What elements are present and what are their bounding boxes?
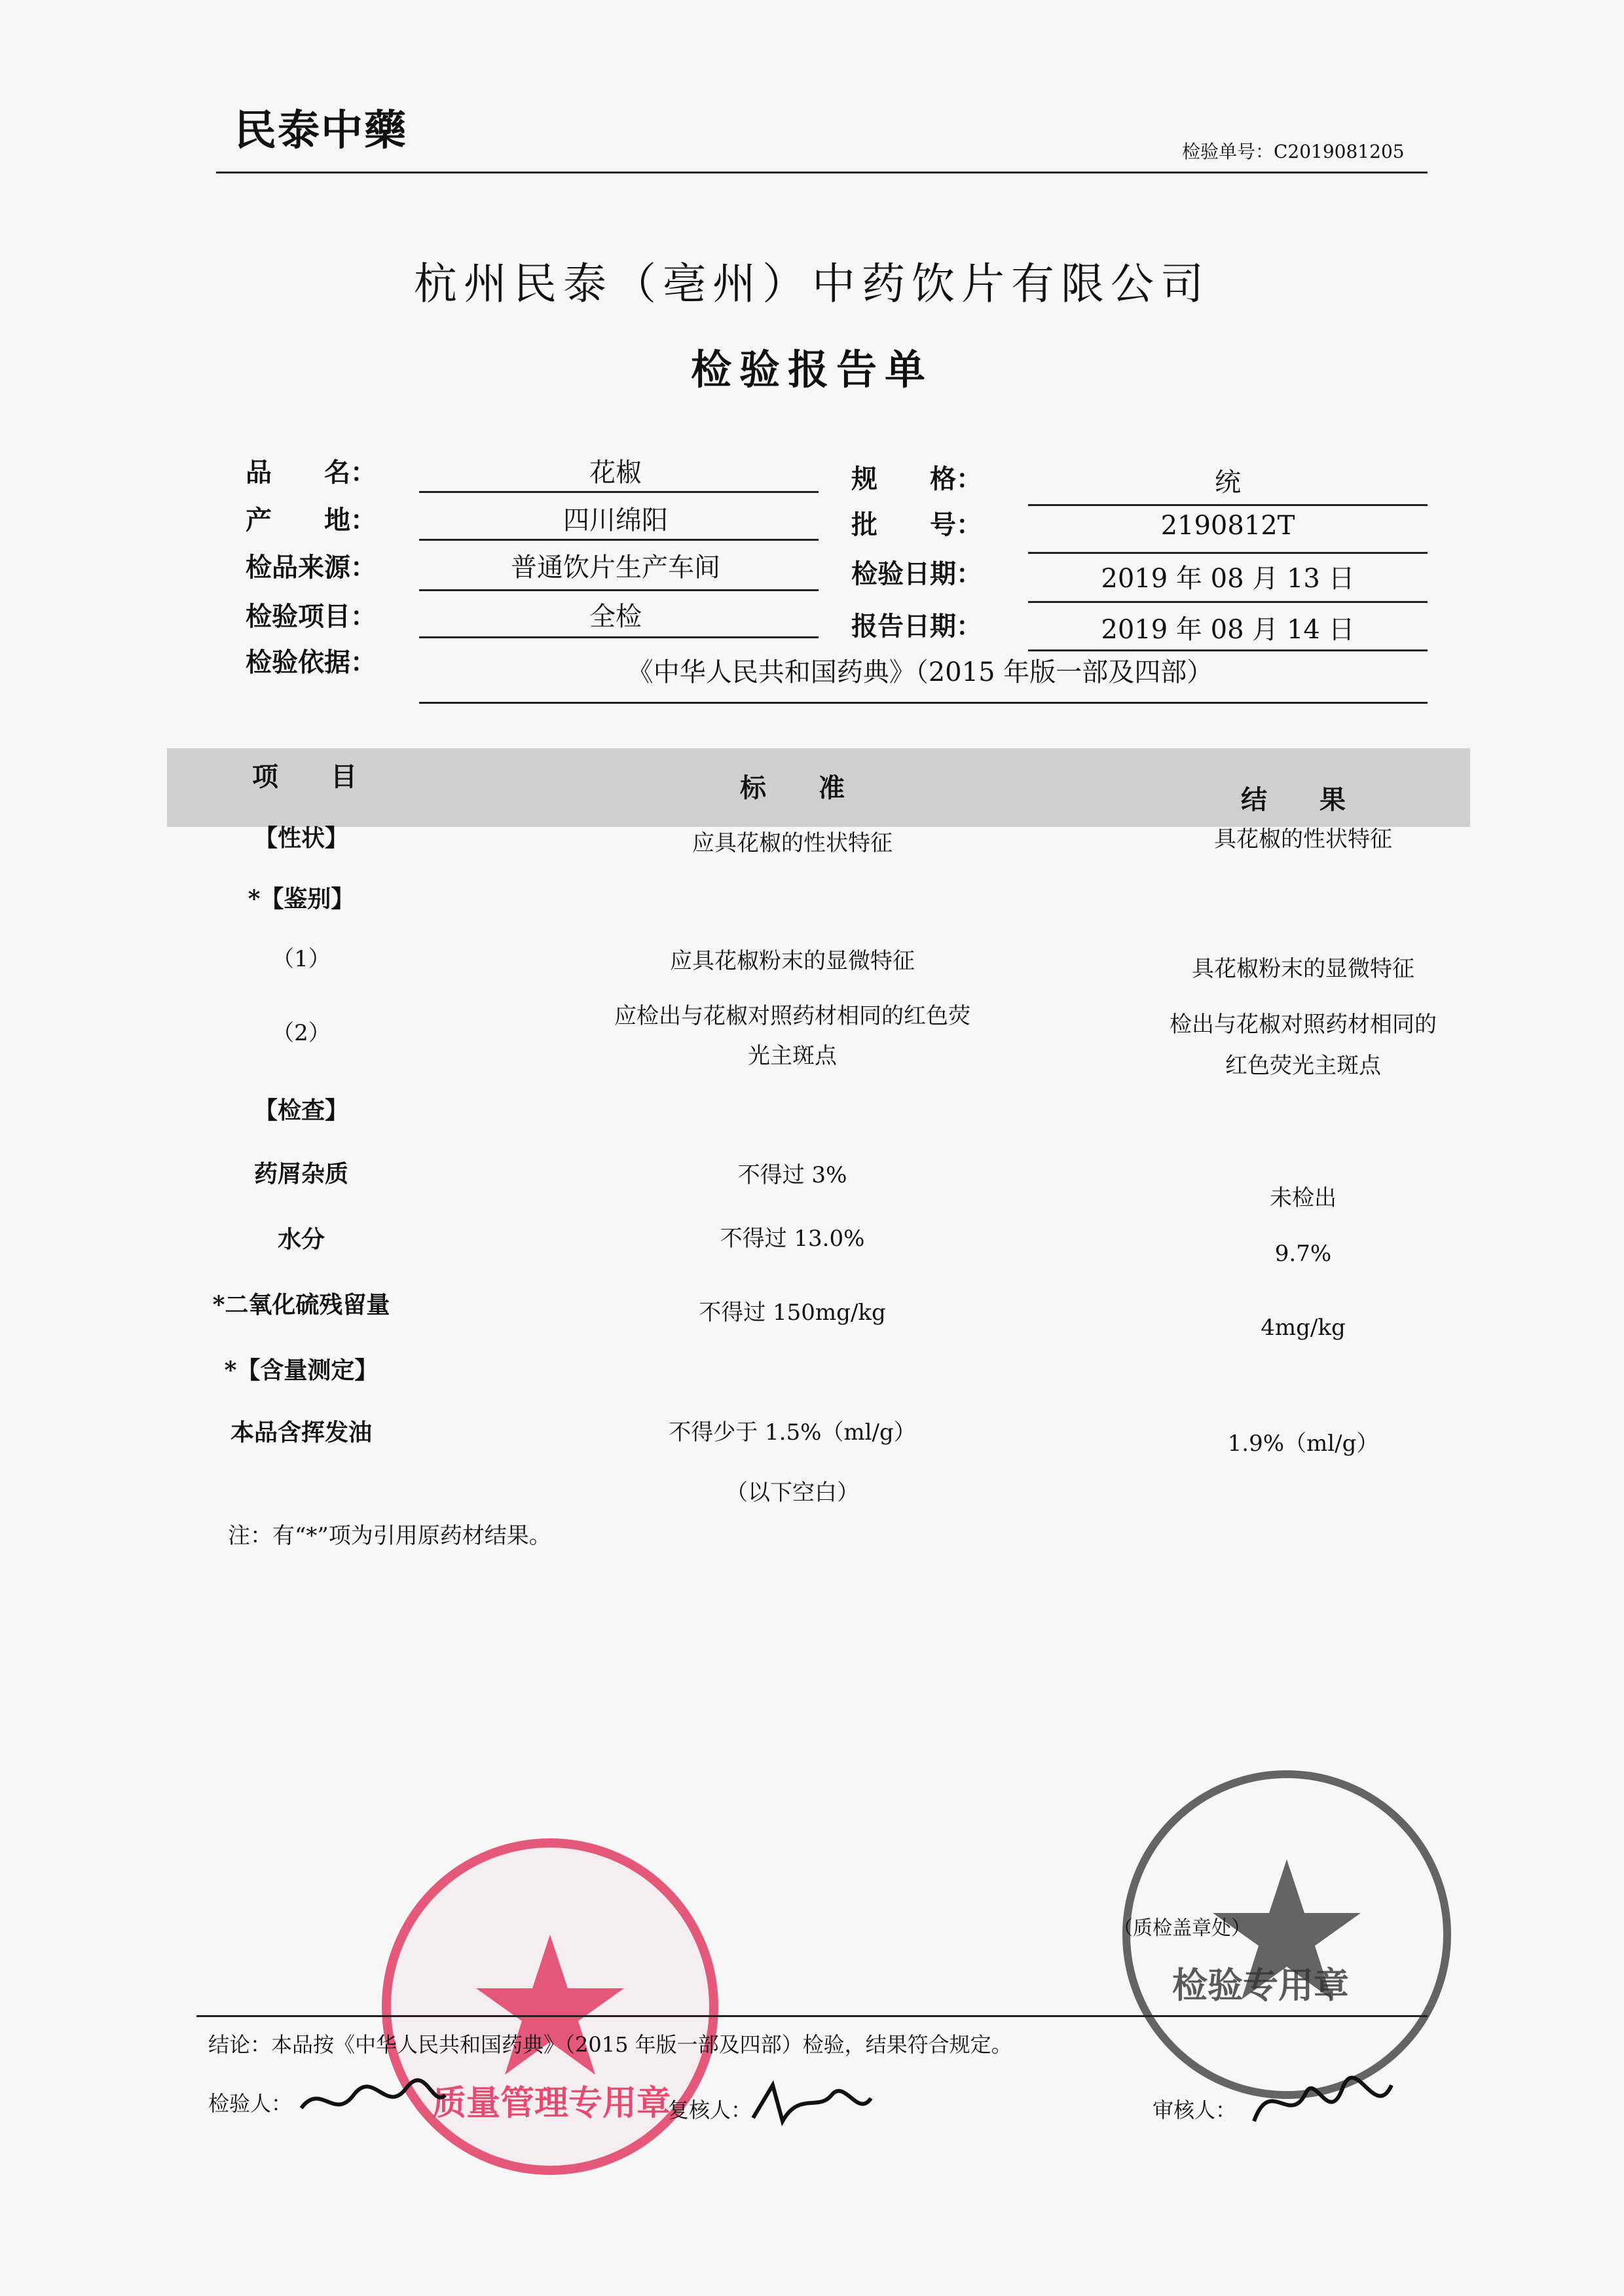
test-date-value: 2019 年 08 月 13 日: [1101, 564, 1355, 594]
test-date-label: 检验日期：: [851, 558, 982, 589]
row-item: 本品含挥发油: [230, 1419, 372, 1446]
test-item-label: 检验项目：: [246, 601, 377, 632]
batch-value: 2190812T: [1160, 511, 1295, 541]
row-standard-line1: 应检出与花椒对照药材相同的红色荧: [614, 1003, 970, 1029]
company-name: 杭州民泰（亳州）中药饮片有限公司: [414, 259, 1210, 309]
spec-value: 统: [1215, 467, 1241, 498]
row-standard-line2: 光主斑点: [748, 1043, 837, 1069]
report-date-underline: [1028, 649, 1428, 651]
spec-label: 规 格：: [851, 464, 982, 494]
origin-label: 产 地：: [246, 505, 377, 536]
approver-label: 审核人：: [1153, 2098, 1237, 2123]
row-standard: 应具花椒的性状特征: [692, 830, 893, 856]
product-name-value: 花椒: [589, 458, 642, 488]
conclusion-rule: [196, 2015, 1428, 2017]
row-result-line1: 检出与花椒对照药材相同的: [1170, 1011, 1437, 1038]
col-item-header: 项 目: [252, 761, 357, 792]
row-item: *【鉴别】: [248, 885, 355, 913]
blank-note: （以下空白）: [726, 1480, 859, 1506]
quality-seal-label: 质量管理专用章: [432, 2083, 671, 2123]
doc-number: 检验单号：C2019081205: [1182, 141, 1405, 162]
reviewer-label: 复核人：: [668, 2098, 752, 2123]
row-standard: 不得过 13.0%: [720, 1226, 865, 1252]
spec-underline: [1028, 504, 1428, 506]
batch-underline: [1028, 552, 1428, 554]
quality-seal: [373, 1830, 727, 2183]
conclusion: 结论：本品按《中华人民共和国药典》（2015 年版一部及四部）检验，结果符合规定。: [208, 2032, 1012, 2057]
report-date-label: 报告日期：: [851, 611, 982, 642]
row-item: 水分: [277, 1226, 325, 1253]
basis-label: 检验依据：: [246, 647, 377, 678]
row-item: 【检查】: [253, 1097, 348, 1124]
source-label: 检品来源：: [246, 552, 377, 583]
inspection-seal-label: 检验专用章: [1172, 1964, 1349, 2006]
basis-underline: [419, 702, 1428, 704]
row-standard: 不得过 150mg/kg: [699, 1300, 886, 1326]
approver-signature: [1244, 2062, 1401, 2137]
source-value: 普通饮片生产车间: [511, 553, 720, 583]
row-result: 1.9%（ml/g）: [1227, 1430, 1379, 1457]
stamp-placement-note: （质检盖章处）: [1113, 1917, 1251, 1940]
row-item: *二氧化硫残留量: [212, 1291, 390, 1319]
row-item: （1）: [272, 946, 331, 972]
row-item: *【含量测定】: [224, 1357, 378, 1384]
test-item-underline: [419, 636, 819, 638]
row-result-line2: 红色荧光主斑点: [1225, 1053, 1381, 1079]
row-result: 9.7%: [1274, 1241, 1332, 1267]
source-underline: [419, 589, 819, 591]
inspector-signature: [295, 2069, 452, 2130]
batch-label: 批 号：: [851, 509, 982, 540]
test-date-underline: [1028, 601, 1428, 603]
origin-value: 四川绵阳: [563, 505, 668, 536]
company-logo: 民泰中藥: [234, 106, 407, 155]
row-standard: 不得少于 1.5%（ml/g）: [669, 1419, 916, 1446]
inspector-label: 检验人：: [208, 2091, 293, 2116]
col-standard-header: 标 准: [740, 773, 845, 803]
row-standard: 应具花椒粉末的显微特征: [670, 948, 915, 974]
row-result: 具花椒的性状特征: [1214, 826, 1392, 852]
header-rule: [216, 172, 1428, 173]
row-result: 4mg/kg: [1261, 1315, 1346, 1341]
row-item: （2）: [272, 1020, 331, 1046]
basis-value: 《中华人民共和国药典》（2015 年版一部及四部）: [627, 657, 1213, 687]
product-name-underline: [419, 491, 819, 493]
footnote: 注：有“*”项为引用原药材结果。: [228, 1523, 551, 1549]
origin-underline: [419, 539, 819, 541]
report-title: 检验报告单: [690, 346, 933, 393]
col-result-header: 结 果: [1241, 784, 1346, 815]
row-standard: 不得过 3%: [737, 1162, 847, 1188]
row-item: 药屑杂质: [253, 1160, 348, 1188]
report-date-value: 2019 年 08 月 14 日: [1101, 615, 1355, 645]
row-result: 具花椒粉末的显微特征: [1192, 956, 1414, 982]
reviewer-signature: [747, 2072, 877, 2134]
row-item: 【性状】: [253, 824, 348, 852]
test-item-value: 全检: [589, 602, 642, 632]
product-name-label: 品 名：: [246, 457, 377, 488]
row-result: 未检出: [1270, 1185, 1337, 1211]
